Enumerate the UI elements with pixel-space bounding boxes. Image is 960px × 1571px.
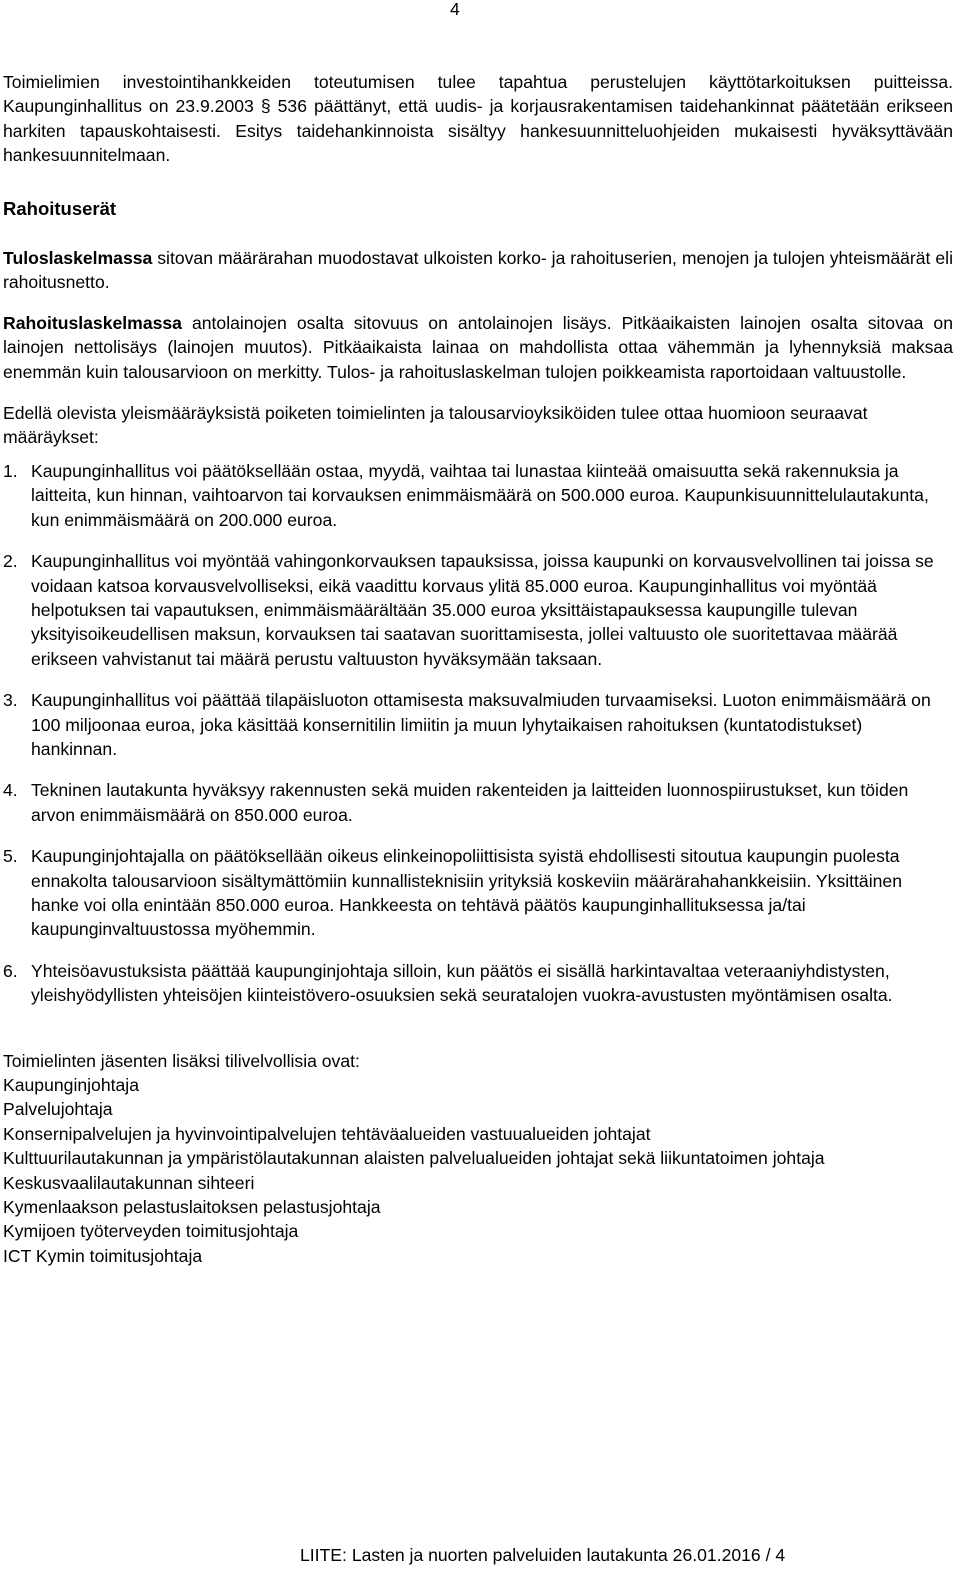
rahoituslaskelma-term: Rahoituslaskelmassa [3,312,182,333]
officer-item: Kaupunginjohtaja [3,1075,139,1095]
item-number: 5. [3,846,18,867]
document-body [3,70,953,1268]
rahoituslaskelma-text: antolainojen osalta sitovuus on antolainojen lisäys. Pitkäaikaisten lainojen osalta sitovaa on lainojen nettolisäys (lainojen muutos). Pitkäaikaista lainaa on mahdollista ottaa vähemmän ja lyhennyksiä maksaa enemmän kuin talousarvioon on merkitty. Tulos- ja rahoituslaskelman tulojen poikkeamista raportoidaan valtuustolle. [3,312,953,382]
page-number: 4 [450,0,460,19]
item-number: 6. [3,960,18,981]
provision-item [3,549,953,671]
item-text: Yhteisöavustuksista päättää kaupunginjohtaja silloin, kun päätös ei sisällä harkintavaltaa veteraaniyhdistysten, yleishyödyllisten yhteisöjen kiinteistövero-osuuksien sekä seuratalojen vuokra-avustusten myöntämisen osalta. [31,960,893,1006]
officer-item: Palvelujohtaja [3,1099,113,1120]
item-number: 1. [3,460,18,481]
officers-list [3,1073,953,1268]
officers-intro: Toimielinten jäsenten lisäksi tilivelvollisia ovat: [3,1050,360,1071]
provision-item [3,844,953,942]
tuloslaskelma-paragraph [3,246,953,295]
officer-item: Kymenlaakson pelastuslaitoksen pelastusjohtaja [3,1197,381,1218]
tuloslaskelma-term: Tuloslaskelmassa [3,248,153,269]
provision-item [3,959,953,1008]
page-footer: LIITE: Lasten ja nuorten palveluiden lautakunta 26.01.2016 / 4 [300,1545,786,1565]
officer-item: Keskusvaalilautakunnan sihteeri [3,1172,255,1193]
rahoituslaskelma-paragraph [3,311,953,384]
provision-item [3,688,953,761]
officer-item: Konsernipalvelujen ja hyvinvointipalvelujen tehtäväalueiden vastuualueiden johtajat [3,1123,651,1144]
item-number: 4. [3,780,18,801]
tuloslaskelma-text: sitovan määrärahan muodostavat ulkoisten korko- ja rahoituserien, menojen ja tulojen yhteismäärät eli rahoitusnetto. [3,248,953,293]
provisions-list [3,459,953,1008]
item-text: Kaupunginjohtajalla on päätöksellään oikeus elinkeinopoliittisista syistä ehdollisesti sitoutua kaupungin puolesta ennakolta talousarvioon sisältymättömiin kunnallisteknisiin yrityksiä koskeviin määrärahahankkeisiin. Yksittäinen hanke voi olla enintään 850.000 euroa. Hankkeesta on tehtävä päätös kaupunginhallituksessa ja/tai kaupunginvaltuustossa myöhemmin. [31,846,902,940]
provision-item [3,778,953,827]
intro-paragraph: Toimielimien investointihankkeiden toteutumisen tulee tapahtua perustelujen käyttötarkoituksen puitteissa. Kaupunginhallitus on 23.9.2003 § 536 päättänyt, että uudis- ja korjausrakentamisen taidehankinnat päätetään erikseen harkiten tapauskohtaisesti. Esitys taidehankinnoista sisältyy hankesuunnitteluohjeiden mukaisesti hyväksyttävään hankesuunnitelmaan. [3,72,953,166]
officer-item: Kymijoen työterveyden toimitusjohtaja [3,1221,299,1242]
item-text: Kaupunginhallitus voi päättää tilapäisluoton ottamisesta maksuvalmiuden turvaamiseksi. Luoton enimmäismäärä on 100 miljoonaa euroa, joka käsittää konsernitilin limiitin ja muun lyhytaikaisen rahoituksen (kuntatodistukset) hankinnan. [31,690,931,759]
item-number: 2. [3,551,18,572]
item-text: Kaupunginhallitus voi myöntää vahingonkorvauksen tapauksissa, joissa kaupunki on korvausvelvollinen tai joissa se voidaan katsoa korvausvelvolliseksi, eikä vaadittu korvaus ylitä 85.000 euroa. Kaupunginhallitus voi myöntää helpotuksen tai vapautuksen, enimmäismäärältään 35.000 euroa yksittäistapauksessa kaupungille tulevan yksityisoikeudellisen maksun, korvauksen tai saatavan suorittamisesta, jollei valtuusto ole suoritettavaa määrää erikseen vahvistanut tai määrä perustu valtuuston hyväksymään taksaan. [31,551,934,669]
provision-item [3,459,953,532]
item-text: Tekninen lautakunta hyväksyy rakennusten sekä muiden rakenteiden ja laitteiden luonnospiirustukset, kun töiden arvon enimmäismäärä on 850.000 euroa. [31,780,909,825]
officer-item: Kulttuurilautakunnan ja ympäristölautakunnan alaisten palvelualueiden johtajat sekä liikuntatoimen johtaja [3,1148,825,1169]
item-text: Kaupunginhallitus voi päätöksellään ostaa, myydä, vaihtaa tai lunastaa kiinteää omaisuutta sekä rakennuksia ja laitteita, kun hinnan, vaihtoarvon tai korvauksen enimmäismäärä on 500.000 euroa. Kaupunkisuunnittelulautakunta, kun enimmäismäärä on 200.000 euroa. [31,460,929,530]
officer-item: ICT Kymin toimitusjohtaja [3,1245,203,1266]
item-number: 3. [3,690,18,711]
provisions-intro: Edellä olevista yleismääräyksistä poiketen toimielinten ja talousarvioyksiköiden tulee ottaa huomioon seuraavat määräykset: [3,403,868,448]
section-heading: Rahoituserät [3,197,117,219]
